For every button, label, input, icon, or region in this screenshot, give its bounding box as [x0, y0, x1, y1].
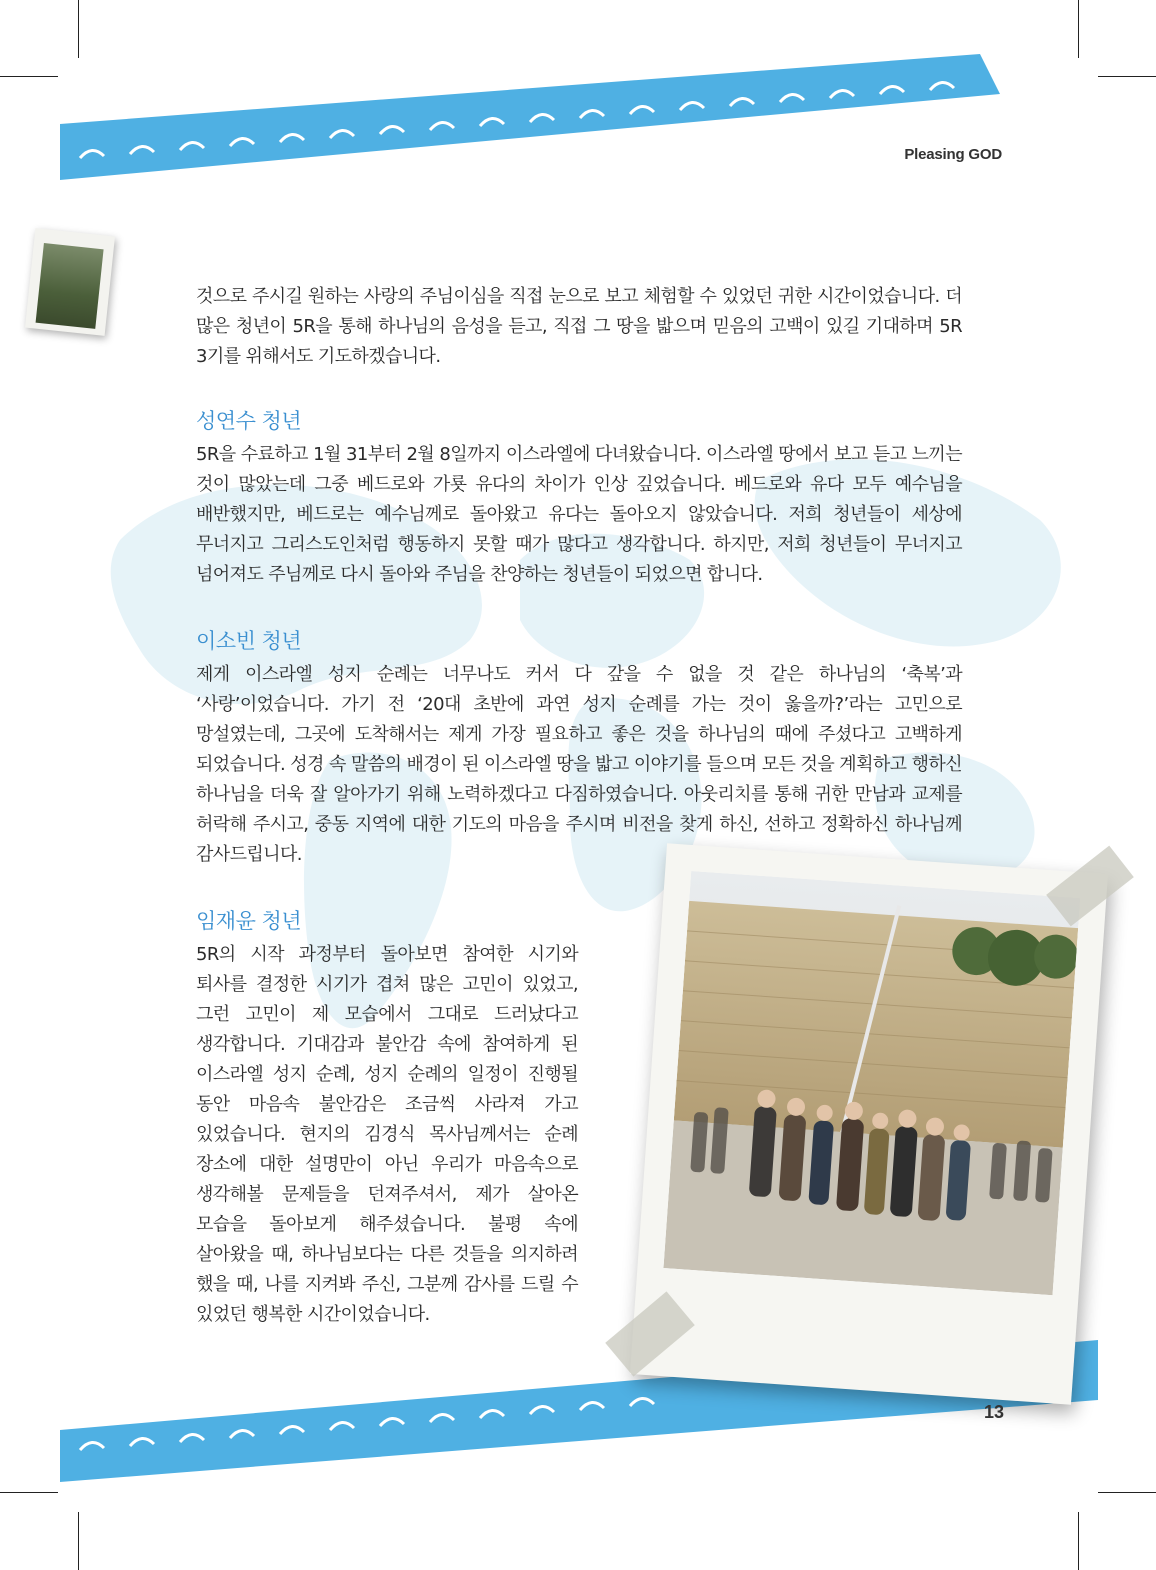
intro-block [196, 282, 962, 372]
edge-photo-frame [25, 228, 115, 336]
photo-polaroid-frame [630, 843, 1108, 1405]
crop-mark [1078, 1512, 1079, 1570]
section-heading: 이소빈 청년 [196, 629, 302, 653]
testimony-section [196, 906, 578, 1330]
crop-mark [0, 76, 58, 77]
crop-mark [1098, 1492, 1156, 1493]
crop-mark [0, 1492, 58, 1493]
intro-paragraph: 것으로 주시길 원하는 사랑의 주님이심을 직접 눈으로 보고 체험할 수 있었던 귀한 시간이었습니다. 더 많은 청년이 5R을 통해 하나님의 음성을 듣고, 직접 그 땅을 밟으며 믿음의 고백이 있길 기대하며 5R 3기를 위해서도 기도하겠습니다. [196, 286, 962, 367]
header-label: Pleasing GOD [904, 146, 1002, 163]
section-paragraph: 5R을 수료하고 1월 31부터 2월 8일까지 이스라엘에 다녀왔습니다. 이스라엘 땅에서 보고 듣고 느끼는 것이 많았는데 그중 베드로와 가룟 유다의 차이가 인상 깊었습니다. 베드로와 유다 모두 예수님을 배반했지만, 베드로는 예수님께로 돌아왔고 유다는 돌아오지 않았습니다. 저희 청년들이 세상에 무너지고 그리스도인처럼 행동하지 못할 때가 많다고 생각합니다. 하지만, 저희 청년들이 무너지고 넘어져도 주님께로 다시 돌아와 주님을 찬양하는 청년들이 되었으면 합니다. [196, 444, 962, 585]
crop-mark [78, 0, 79, 58]
crop-mark [78, 1512, 79, 1570]
top-decorative-band [0, 40, 1156, 240]
section-paragraph: 5R의 시작 과정부터 돌아보면 참여한 시기와 퇴사를 결정한 시기가 겹쳐 많은 고민이 있었고, 그런 고민이 제 모습에서 그대로 드러났다고 생각합니다. 기대감과 불안감 속에 참여하게 된 이스라엘 성지 순례, 성지 순례의 일정이 진행될 동안 마음속 불안감은 조금씩 사라져 가고 있었습니다. 현지의 김경식 목사님께서는 순례 장소에 대한 설명만이 아닌 우리가 마음속으로 생각해볼 문제들을 던져주셔서, 제가 살아온 모습을 돌아보게 해주셨습니다. 불평 속에 살아왔을 때, 하나님보다는 다른 것들을 의지하려 했을 때, 나를 지켜봐 주신, 그분께 감사를 드릴 수 있었던 행복한 시간이었습니다. [196, 944, 578, 1325]
page-number: 13 [984, 1402, 1005, 1422]
crop-mark [1078, 0, 1079, 58]
crop-mark [1098, 76, 1156, 77]
section-heading: 성연수 청년 [196, 409, 302, 433]
section-heading: 임재윤 청년 [196, 909, 302, 933]
section-paragraph: 제게 이스라엘 성지 순례는 너무나도 커서 다 갚을 수 없을 것 같은 하나님의 ‘축복’과 ‘사랑’이었습니다. 가기 전 ‘20대 초반에 과연 성지 순례를 가는 것이 옳을까?’라는 고민으로 망설였는데, 그곳에 도착해서는 제게 가장 필요하고 좋은 것을 하나님의 때에 주셨다고 고백하게 되었습니다. 성경 속 말씀의 배경이 된 이스라엘 땅을 밟고 이야기를 들으며 모든 것을 계획하고 행하신 하나님을 더욱 잘 알아가기 위해 노력하겠다고 다짐하였습니다. 아웃리치를 통해 귀한 만남과 교제를 허락해 주시고, 중동 지역에 대한 기도의 마음을 주시며 비전을 찾게 하신, 선하고 정확하신 하나님께 감사드립니다. [196, 664, 962, 865]
group-photo [663, 871, 1080, 1295]
testimony-section [196, 626, 962, 870]
edge-photo [36, 243, 104, 329]
testimony-section [196, 406, 962, 590]
